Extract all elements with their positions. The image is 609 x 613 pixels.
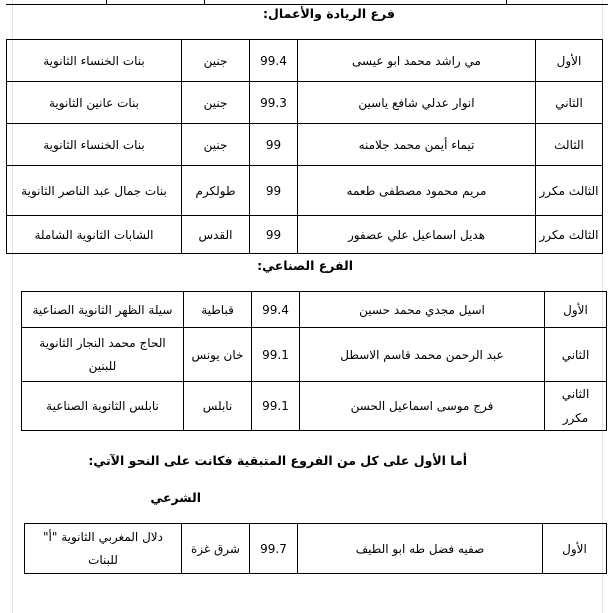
score-cell: 99.4 (252, 292, 300, 328)
score-cell: 99 (250, 166, 298, 216)
table-row (7, 40, 603, 82)
school-cell: بنات الخنساء الثانوية (7, 124, 182, 166)
rank-cell: الأول (536, 40, 603, 82)
section-title-industrial: الفرع الصناعي: (257, 258, 353, 273)
city-cell: القدس (182, 216, 250, 254)
industrial-table (21, 291, 607, 431)
table-row (22, 382, 607, 431)
city-cell: نابلس (184, 382, 252, 431)
score-cell: 99 (250, 124, 298, 166)
remaining-branches-intro: أما الأول على كل من الفروع المتبقية فكانت على النحو الآتي: (88, 453, 467, 468)
name-cell: مريم محمود مصطفى طعمه (298, 166, 536, 216)
rank-cell: الثالث (536, 124, 603, 166)
rank-cell: الثاني (536, 82, 603, 124)
name-cell: هديل اسماعيل علي عصفور (298, 216, 536, 254)
score-cell: 99.1 (252, 382, 300, 431)
name-cell: تيماء أيمن محمد جلامنه (298, 124, 536, 166)
school-cell: بنات جمال عبد الناصر الثانوية (7, 166, 182, 216)
school-cell: دلال المغربي الثانوية "أ" للبنات (25, 524, 182, 574)
name-cell: صفيه فضل طه ابو الطيف (298, 524, 543, 574)
rank-cell: الثاني مكرر (545, 382, 607, 431)
score-cell: 99.1 (252, 328, 300, 382)
city-cell: خان يونس (184, 328, 252, 382)
table-row (7, 124, 603, 166)
score-cell: 99 (250, 216, 298, 254)
school-cell: بنات عانين الثانوية (7, 82, 182, 124)
city-cell: قباطية (184, 292, 252, 328)
section-title-sharia: الشرعي (150, 490, 201, 505)
city-cell: جنين (182, 124, 250, 166)
city-cell: طولكرم (182, 166, 250, 216)
city-cell: شرق غزة (182, 524, 250, 574)
city-cell: جنين (182, 40, 250, 82)
table-row (22, 328, 607, 382)
rank-cell: الثاني (545, 328, 607, 382)
table-row (7, 216, 603, 254)
score-cell: 99.4 (250, 40, 298, 82)
rank-cell: الثالث مكرر (536, 166, 603, 216)
name-cell: اسيل مجدي محمد حسين (300, 292, 545, 328)
school-cell: بنات الخنساء الثانوية (7, 40, 182, 82)
entrepreneurship-table (6, 39, 603, 254)
table-row (25, 524, 607, 574)
table-row (7, 166, 603, 216)
rank-cell: الأول (545, 292, 607, 328)
school-cell: الحاج محمد النجار الثانوية للبنين (22, 328, 184, 382)
school-cell: الشابات الثانوية الشاملة (7, 216, 182, 254)
city-cell: جنين (182, 82, 250, 124)
section-title-entrepreneurship: فرع الريادة والأعمال: (263, 6, 395, 21)
score-cell: 99.7 (250, 524, 298, 574)
name-cell: انوار عدلي شافع ياسين (298, 82, 536, 124)
sharia-table (24, 523, 607, 574)
rank-cell: الأول (543, 524, 607, 574)
table-row (22, 292, 607, 328)
table-row (7, 82, 603, 124)
school-cell: نابلس الثانوية الصناعية (22, 382, 184, 431)
name-cell: فرج موسى اسماعيل الحسن (300, 382, 545, 431)
previous-table-bottom (6, 0, 608, 5)
rank-cell: الثالث مكرر (536, 216, 603, 254)
school-cell: سيلة الظهر الثانوية الصناعية (22, 292, 184, 328)
score-cell: 99.3 (250, 82, 298, 124)
name-cell: مي راشد محمد ابو عيسى (298, 40, 536, 82)
name-cell: عبد الرحمن محمد قاسم الاسطل (300, 328, 545, 382)
